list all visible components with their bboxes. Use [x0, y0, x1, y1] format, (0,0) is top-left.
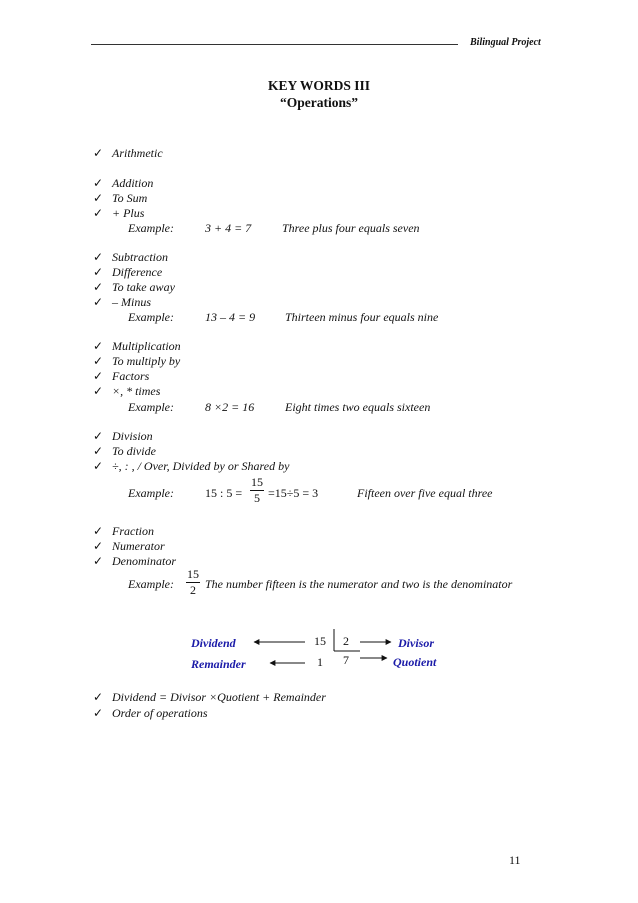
- list-item: ✓ Numerator: [93, 539, 165, 553]
- example-words: Thirteen minus four equals nine: [285, 310, 439, 324]
- check-icon: ✓: [93, 539, 104, 553]
- divisor-value: 2: [343, 634, 349, 648]
- example-words: The number fifteen is the numerator and two is the denominator: [205, 577, 513, 591]
- example-label: Example:: [128, 486, 174, 500]
- list-item: ✓ ×, * times: [93, 384, 161, 398]
- list-item: ✓ Dividend = Divisor ×Quotient + Remainder: [93, 690, 326, 704]
- check-icon: ✓: [93, 384, 104, 398]
- page-number: 11: [509, 853, 521, 867]
- check-icon: ✓: [93, 444, 104, 458]
- list-item: ✓ ÷, : , / Over, Divided by or Shared by: [93, 459, 290, 473]
- list-item: ✓ To take away: [93, 280, 175, 294]
- fraction-denominator: 5: [254, 491, 260, 505]
- check-icon: ✓: [93, 524, 104, 538]
- page-subtitle: “Operations”: [279, 95, 358, 110]
- dividend-label: Dividend: [191, 636, 236, 650]
- example-label: Example:: [128, 400, 174, 414]
- example-label: Example:: [128, 221, 174, 235]
- remainder-label: Remainder: [191, 657, 246, 671]
- check-icon: ✓: [93, 146, 104, 160]
- example-words: Fifteen over five equal three: [357, 486, 493, 500]
- check-icon: ✓: [93, 459, 104, 473]
- header-project-name: Bilingual Project: [470, 37, 541, 48]
- list-item: ✓ To Sum: [93, 191, 148, 205]
- list-item: ✓ – Minus: [93, 295, 151, 309]
- list-item: ✓ Factors: [93, 369, 150, 383]
- check-icon: ✓: [93, 295, 104, 309]
- page-title: KEY WORDS III: [267, 78, 371, 93]
- check-icon: ✓: [93, 250, 104, 264]
- check-icon: ✓: [93, 429, 104, 443]
- list-item: ✓ Denominator: [93, 554, 176, 568]
- check-icon: ✓: [93, 265, 104, 279]
- quotient-label: Quotient: [393, 655, 437, 669]
- check-icon: ✓: [93, 690, 104, 704]
- dividend-value: 15: [314, 634, 326, 648]
- example-words: Three plus four equals seven: [282, 221, 420, 235]
- fraction-numerator: 15: [187, 567, 199, 581]
- example-expression: 13 – 4 = 9: [205, 310, 256, 324]
- list-item: ✓ Order of operations: [93, 706, 208, 720]
- fraction-numerator: 15: [251, 475, 263, 489]
- check-icon: ✓: [93, 191, 104, 205]
- check-icon: ✓: [93, 206, 104, 220]
- list-item: ✓ Subtraction: [93, 250, 168, 264]
- list-item: ✓ To divide: [93, 444, 156, 458]
- list-item: ✓ + Plus: [93, 206, 145, 220]
- fraction-denominator: 2: [190, 583, 196, 597]
- list-item: ✓ Difference: [93, 265, 163, 279]
- example-expression: 3 + 4 = 7: [205, 221, 252, 235]
- divisor-label: Divisor: [398, 636, 434, 650]
- example-label: Example:: [128, 577, 174, 591]
- example-expression-right: =15÷5 = 3: [268, 486, 319, 500]
- remainder-value: 1: [317, 655, 323, 669]
- check-icon: ✓: [93, 176, 104, 190]
- check-icon: ✓: [93, 369, 104, 383]
- list-item: ✓ Division: [93, 429, 153, 443]
- example-expression: 8 ×2 = 16: [205, 400, 255, 414]
- list-item: ✓ Arithmetic: [93, 146, 163, 160]
- example-words: Eight times two equals sixteen: [285, 400, 431, 414]
- example-label: Example:: [128, 310, 174, 324]
- check-icon: ✓: [93, 354, 104, 368]
- list-item: ✓ To multiply by: [93, 354, 181, 368]
- check-icon: ✓: [93, 280, 104, 294]
- check-icon: ✓: [93, 706, 104, 720]
- list-item: ✓ Multiplication: [93, 339, 181, 353]
- check-icon: ✓: [93, 339, 104, 353]
- quotient-value: 7: [343, 653, 349, 667]
- list-item: ✓ Addition: [93, 176, 154, 190]
- check-icon: ✓: [93, 554, 104, 568]
- list-item: ✓ Fraction: [93, 524, 154, 538]
- example-expression-left: 15 : 5 =: [205, 486, 243, 500]
